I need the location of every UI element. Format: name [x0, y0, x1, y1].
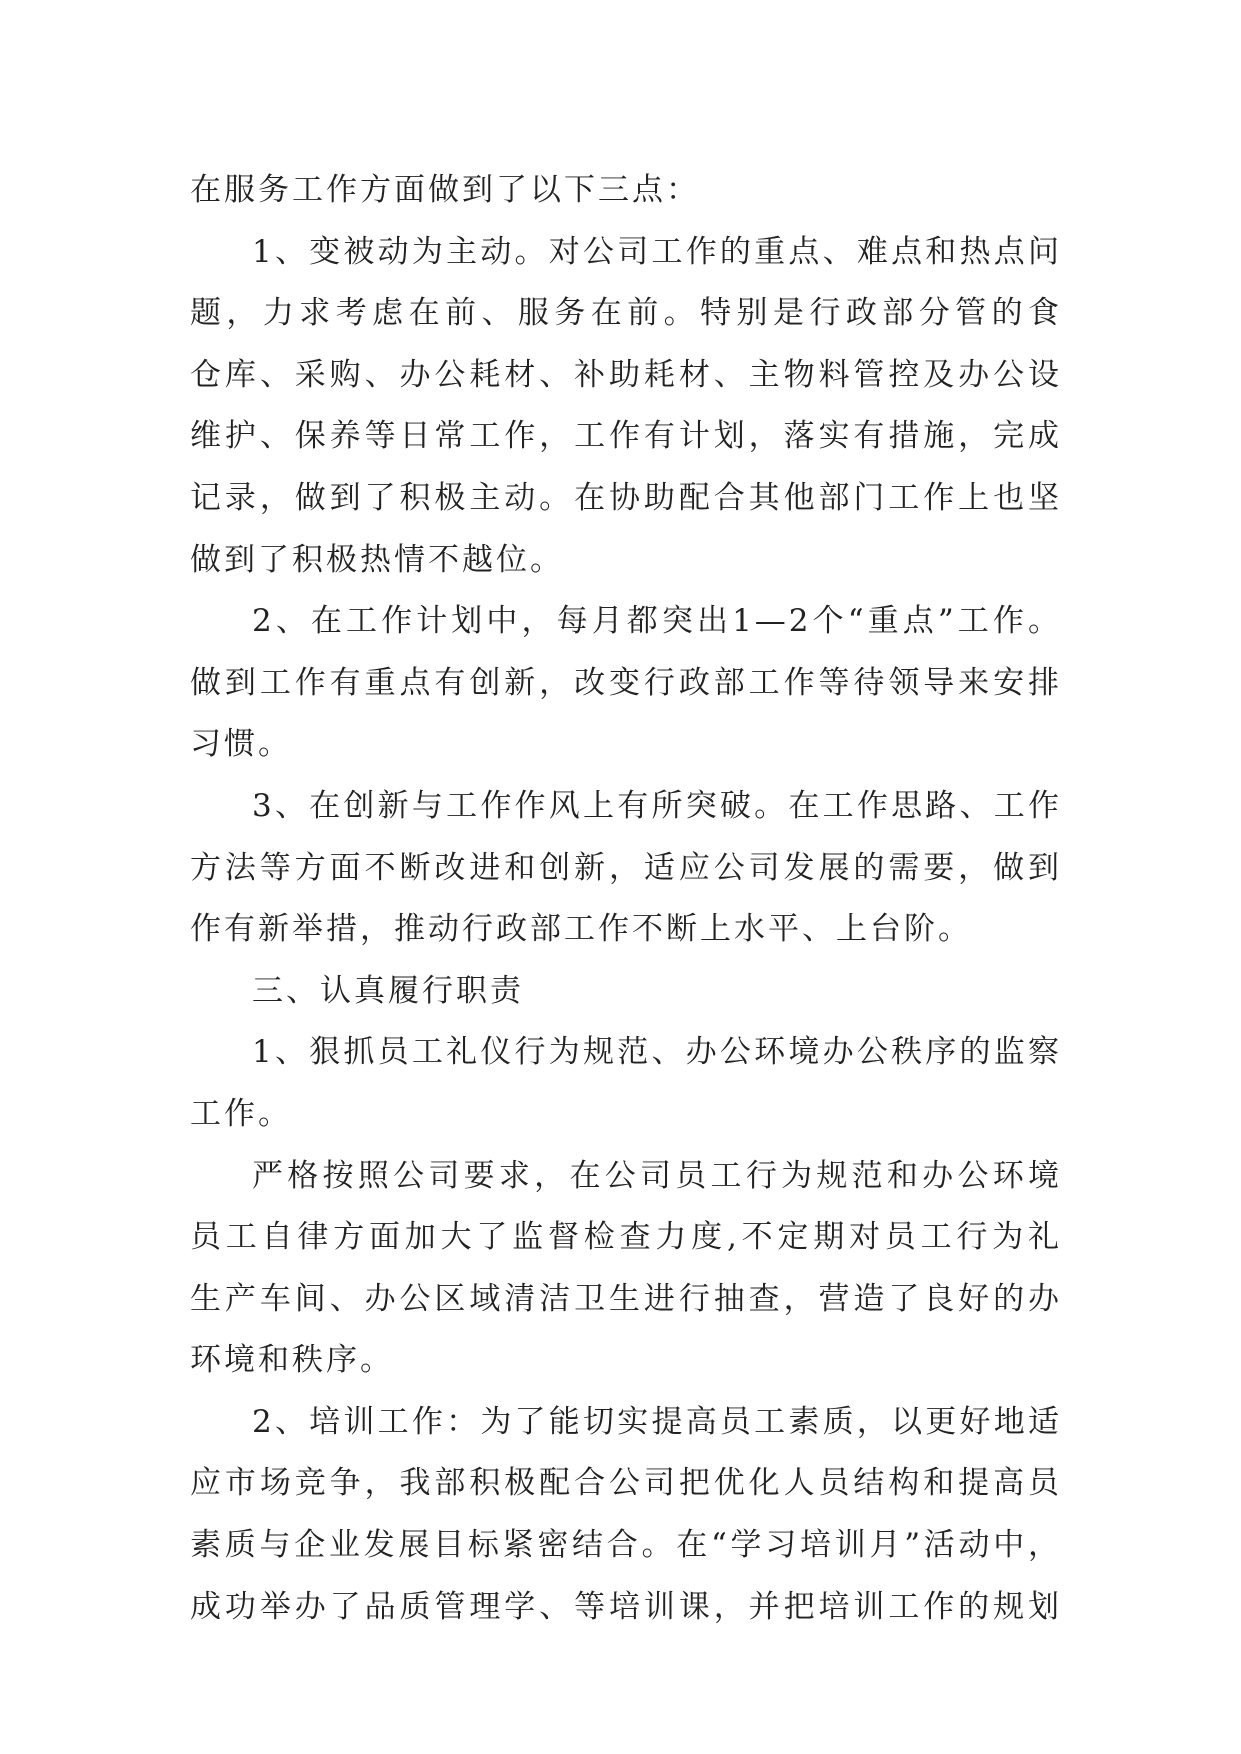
text-line: 2、培训工作：为了能切实提高员工素质，以更好地适 [252, 1403, 1062, 1440]
text-line: 做到了积极热情不越位。 [190, 541, 564, 578]
text-line: 工作。 [190, 1095, 292, 1132]
text-line: 维护、保养等日常工作，工作有计划，落实有措施，完成 [190, 418, 1062, 455]
text-line: 2、在工作计划中，每月都突出1—2个“重点”工作。 [252, 603, 1062, 640]
text-line: 仓库、采购、办公耗材、补助耗材、主物料管控及办公设 [190, 356, 1062, 393]
text-line: 1、变被动为主动。对公司工作的重点、难点和热点问 [252, 233, 1062, 270]
text-line: 做到工作有重点有创新，改变行政部工作等待领导来安排 [190, 664, 1062, 701]
text-line: 环境和秩序。 [190, 1342, 394, 1379]
text-line: 1、狠抓员工礼仪行为规范、办公环境办公秩序的监察 [252, 1034, 1062, 1071]
text-line: 题，力求考虑在前、服务在前。特别是行政部分管的食 [190, 295, 1062, 332]
text-line: 三、认真履行职责 [252, 972, 524, 1009]
text-line: 记录，做到了积极主动。在协助配合其他部门工作上也坚 [190, 479, 1062, 516]
text-line: 严格按照公司要求，在公司员工行为规范和办公环境 [252, 1157, 1062, 1194]
text-line: 在服务工作方面做到了以下三点： [190, 172, 700, 208]
text-line: 方法等方面不断改进和创新，适应公司发展的需要，做到 [190, 849, 1062, 886]
text-line: 成功举办了品质管理学、等培训课，并把培训工作的规划 [190, 1588, 1062, 1625]
text-line: 3、在创新与工作作风上有所突破。在工作思路、工作 [252, 787, 1062, 824]
text-line: 作有新举措，推动行政部工作不断上水平、上台阶。 [190, 911, 972, 948]
document-body [190, 160, 1062, 1638]
text-line: 习惯。 [190, 726, 292, 763]
text-line: 员工自律方面加大了监督检查力度,不定期对员工行为礼 [190, 1219, 1062, 1256]
text-line: 素质与企业发展目标紧密结合。在“学习培训月”活动中， [190, 1527, 1062, 1564]
text-line: 生产车间、办公区域清洁卫生进行抽查，营造了良好的办 [190, 1280, 1062, 1317]
text-line: 应市场竞争，我部积极配合公司把优化人员结构和提高员 [190, 1465, 1062, 1502]
